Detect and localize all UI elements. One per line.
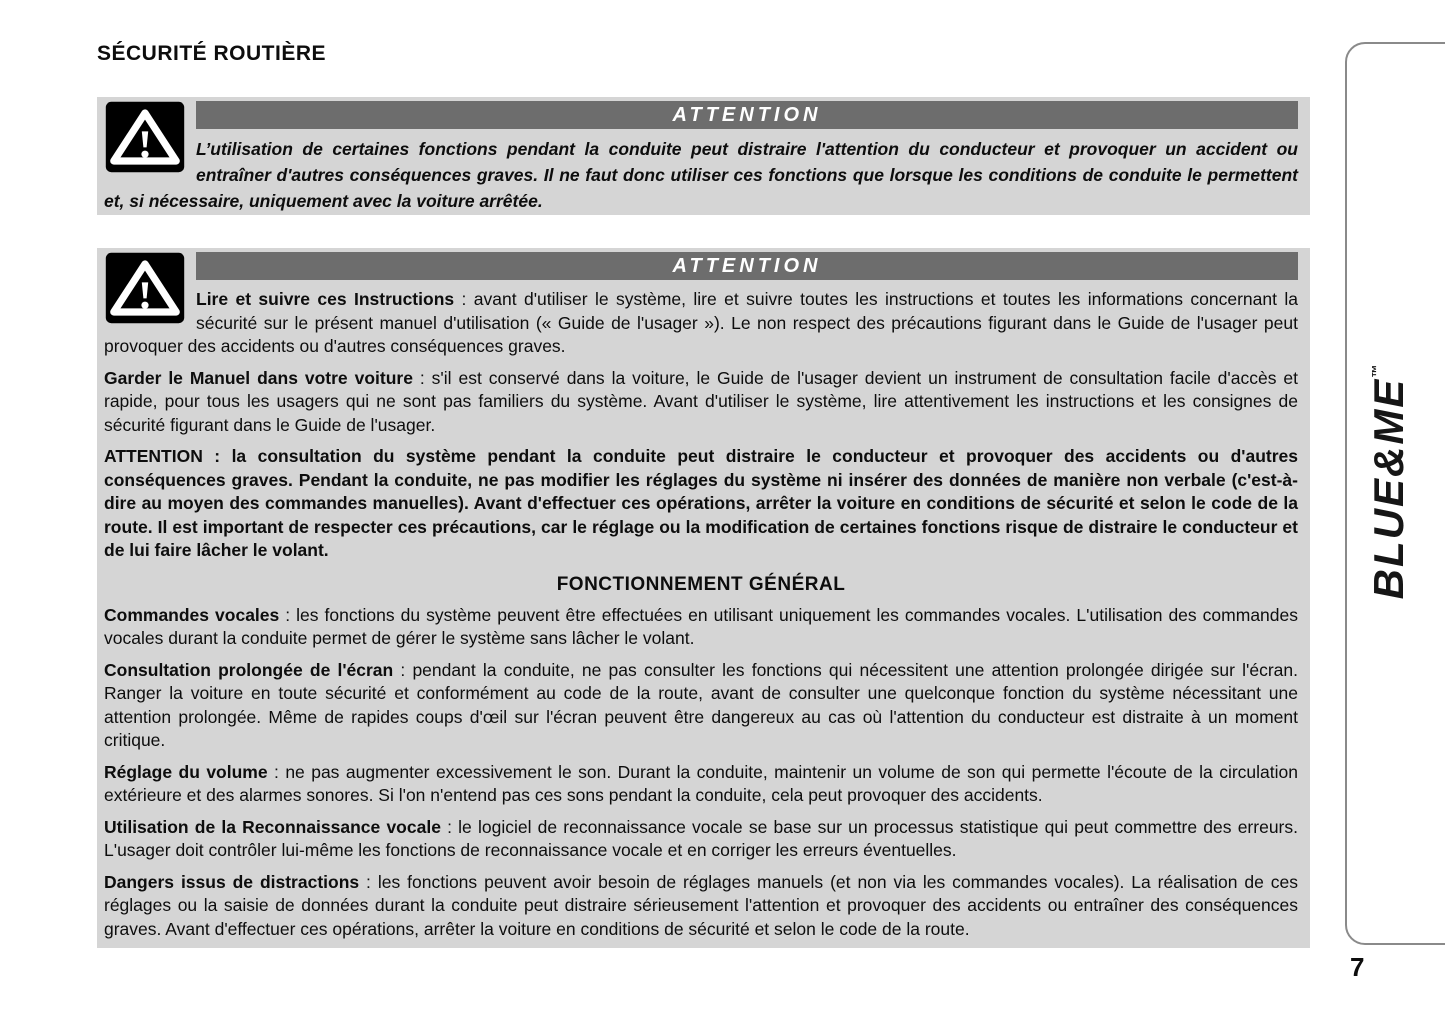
side-tab-blue-and-me	[1345, 42, 1445, 945]
paragraph-read-instructions	[104, 288, 1298, 359]
paragraph-text: : le logiciel de reconnaissance vocale se base sur un processus statistique qui peut commettre des erreurs. L'usager doit contrôler lui-même les fonctions de reconnaissance vocale et en corriger les erreurs éventuelles.	[104, 816, 1298, 860]
paragraph-lead: Dangers issus de distractions	[104, 871, 360, 892]
section-heading-general-operation: FONCTIONNEMENT GÉNÉRAL	[556, 573, 846, 595]
warning-box-2	[97, 248, 1310, 948]
paragraph-text: : s'il est conservé dans la voiture, le Guide de l'usager devient un instrument de consultation facile d'accès et rapide, pour tous les usagers qui ne sont pas familiers du système. Avant d'utiliser le système, lire attentivement les instructions et les consignes de sécurité figurant dans le Guide de l'usager.	[104, 367, 1298, 435]
warning-triangle-icon	[104, 101, 186, 173]
page-number: 7	[1350, 952, 1365, 982]
paragraph-lead: Réglage du volume	[104, 761, 268, 782]
blue-and-me-logo-text: BLUE&ME	[1365, 377, 1412, 600]
paragraph-volume-setting	[104, 761, 1298, 808]
page-title: SÉCURITÉ ROUTIÈRE	[97, 42, 327, 65]
paragraph-text: : les fonctions du système peuvent être effectuées en utilisant uniquement les commandes vocales. L'utilisation des commandes vocales durant la conduite permet de gérer le système sans lâcher le volant.	[104, 604, 1299, 648]
paragraph-text: : la consultation du système pendant la conduite peut distraire le conducteur et provoquer des accidents ou d'autres conséquences graves. Pendant la conduite, ne pas modifier les réglages du système ni insérer des données de manière non verbale (c'est-à-dire au moyen des commandes manuelles). Avant d'effectuer ces opérations, arrêter la voiture en conditions de sécurité et selon le code de la route. Il est important de respecter ces précautions, car le réglage ou la modification de certaines fonctions risque de distraire le conducteur et de lui faire lâcher le volant.	[104, 446, 1298, 560]
paragraph-voice-recognition	[104, 816, 1298, 863]
side-tab-label	[1365, 365, 1413, 600]
paragraph-distraction-dangers	[104, 871, 1298, 942]
paragraph-text: : avant d'utiliser le système, lire et suivre toutes les instructions et toutes les informations concernant la sécurité sur le présent manuel d'utilisation (« Guide de l'usager »). Le non respect des précautions figurant dans le Guide de l'usager peut provoquer des accidents ou d'autres conséquences graves.	[104, 289, 1299, 356]
attention-header-bar	[196, 252, 1298, 280]
paragraph-text: : les fonctions peuvent avoir besoin de réglages manuels (et non via les commandes vocales). La réalisation de ces réglages ou la saisie de données durant la conduite peut distraire sérieusement l'attention et provoquer des accidents ou entraîner des conséquences graves. Avant d'effectuer ces opérations, arrêter la voiture en conditions de sécurité et selon le code de la route.	[104, 871, 1298, 939]
warning-triangle-icon	[104, 252, 186, 324]
paragraph-text: : pendant la conduite, ne pas consulter les fonctions qui nécessitent une attention prolongée dirigée sur l'écran. Ranger la voiture en toute sécurité et conformément au code de la route, avant de consulter une quelconque fonction du système nécessitant une attention prolongée. Même de rapides coups d'œil sur l'écran peuvent être dangereux au cas où l'attention du conducteur est distraite à un moment critique.	[104, 659, 1298, 750]
paragraph-lead: Garder le Manuel dans votre voiture	[104, 367, 413, 388]
attention-header-label: ATTENTION	[672, 104, 822, 126]
paragraph-lead: Commandes vocales	[104, 604, 280, 625]
warning-box-1	[97, 97, 1310, 215]
warning-body-text: L’utilisation de certaines fonctions pendant la conduite peut distraire l'attention du conducteur et provoquer un accident ou entraîner d'autres conséquences graves. Il ne faut donc utiliser ces fonctions que lorsque les conditions de conduite le permettent et, si nécessaire, uniquement avec la voiture arrêtée.	[104, 139, 1298, 211]
paragraph-lead: Consultation prolongée de l'écran	[104, 659, 394, 680]
attention-header-bar	[196, 101, 1298, 129]
paragraph-keep-manual	[104, 367, 1298, 438]
paragraph-lead: Utilisation de la Reconnaissance vocale	[104, 816, 441, 837]
trademark-symbol: ™	[1369, 364, 1384, 378]
paragraph-prolonged-screen-viewing	[104, 659, 1298, 753]
paragraph-lead: Lire et suivre ces Instructions	[196, 289, 455, 309]
paragraph-attention-warning	[104, 445, 1298, 563]
paragraph-text: : ne pas augmenter excessivement le son. Durant la conduite, maintenir un volume de son qui permette l'écoute de la circulation extérieure et des alarmes sonores. Si l'on n'entend pas ces sons pendant la conduite, cela peut provoquer des accidents.	[104, 761, 1299, 805]
paragraph-lead: ATTENTION	[104, 446, 203, 466]
paragraph-voice-commands	[104, 604, 1298, 651]
attention-header-label: ATTENTION	[672, 255, 822, 277]
